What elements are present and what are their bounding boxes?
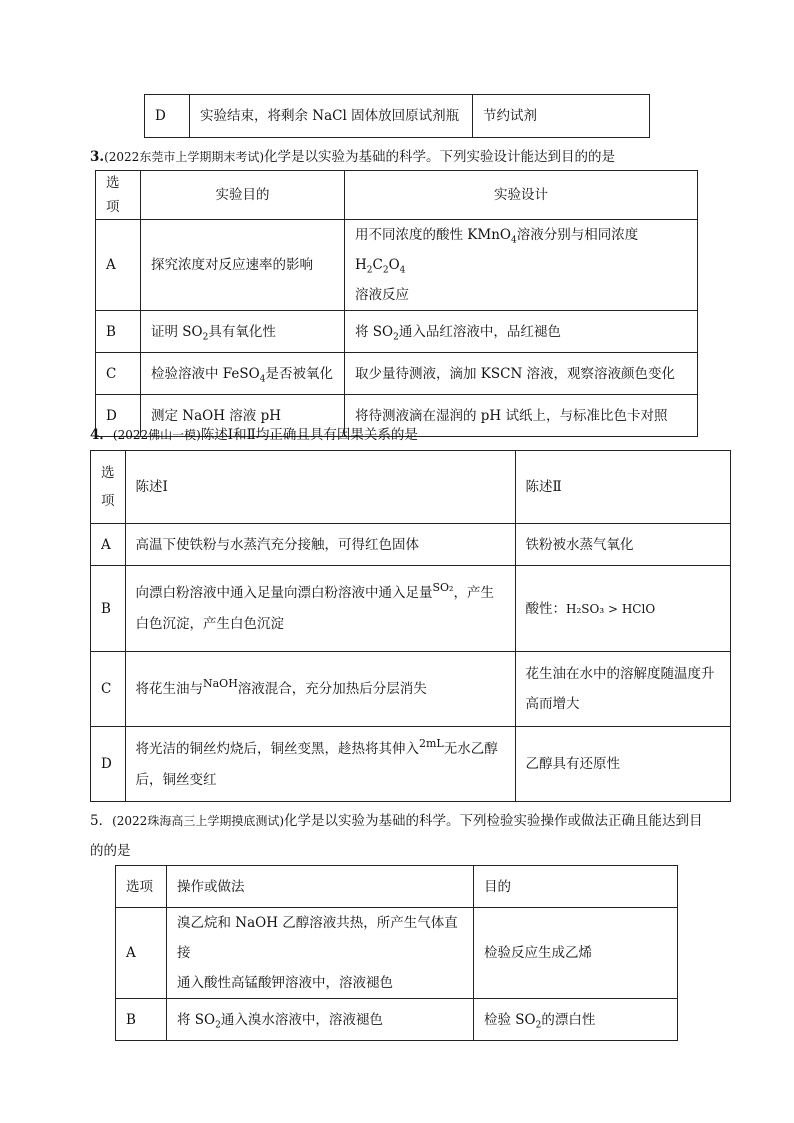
header-cell: 目的 — [474, 866, 678, 908]
statement-2-cell: 铁粉被水蒸气氧化 — [515, 524, 731, 566]
table-header-row — [116, 866, 678, 908]
option-cell: D — [91, 727, 126, 802]
option-cell: B — [91, 566, 126, 652]
statement-2-cell: 酸性：H₂SO₃ > HClO — [515, 566, 731, 652]
option-cell: C — [96, 353, 141, 395]
q5-table — [115, 865, 678, 1041]
header-cell: 陈述Ⅱ — [515, 451, 731, 524]
question-5-stem — [90, 806, 703, 866]
operation-cell: 实验结束，将剩余 NaCl 固体放回原试剂瓶 — [190, 95, 473, 138]
operation-cell: 溴乙烷和 NaOH 乙醇溶液共热，所产生气体直接 通入酸性高锰酸钾溶液中，溶液褪色 — [167, 908, 474, 999]
table-row — [96, 311, 698, 353]
table-row — [91, 652, 731, 727]
question-text-line2: 的的是 — [90, 843, 131, 859]
header-cell: 选 项 — [91, 451, 126, 524]
header-cell: 实验目的 — [141, 171, 345, 220]
option-cell: D — [96, 395, 141, 437]
option-cell: B — [96, 311, 141, 353]
table-row — [96, 220, 698, 311]
purpose-cell: 节约试剂 — [473, 95, 650, 138]
question-source: (2022珠海高三上学期摸底测试) — [112, 814, 284, 828]
statement-1-cell: 将花生油与$^{NaOH}$溶液混合，充分加热后分层消失 — [125, 652, 515, 727]
question-source: (2022佛山一模) — [112, 428, 201, 442]
table-header-row — [96, 171, 698, 220]
statement-1-cell: 高温下使铁粉与水蒸汽充分接触，可得红色固体 — [125, 524, 515, 566]
purpose-cell: 检验 $SO_2$的漂白性 — [474, 999, 678, 1041]
design-cell: 取少量待测液，滴加 KSCN 溶液，观察溶液颜色变化 — [345, 353, 698, 395]
table-row — [91, 524, 731, 566]
question-number: 5． — [90, 813, 113, 829]
option-cell: A — [116, 908, 167, 999]
design-cell: 将待测液滴在湿润的 pH 试纸上，与标准比色卡对照 — [345, 395, 698, 437]
option-cell: C — [91, 652, 126, 727]
header-cell: 操作或做法 — [167, 866, 474, 908]
table-row — [116, 999, 678, 1041]
table-row — [145, 95, 650, 138]
question-source: (2022东莞市上学期期末考试) — [104, 150, 264, 164]
question-3-stem — [90, 147, 615, 167]
table-row — [116, 908, 678, 999]
option-cell: B — [116, 999, 167, 1041]
design-cell: 用不同浓度的酸性 KMnO$_4$溶液分别与相同浓度 $H_2C_2O_4$ 溶液反应 — [345, 220, 698, 311]
question-4-stem — [90, 425, 418, 445]
header-cell: 陈述Ⅰ — [125, 451, 515, 524]
option-cell: A — [96, 220, 141, 311]
operation-cell: 将 $SO_2$通入溴水溶液中，溶液褪色 — [167, 999, 474, 1041]
design-cell: 将 $SO_2$通入品红溶液中，品红褪色 — [345, 311, 698, 353]
question-number: 3. — [90, 149, 105, 165]
question-text: 化学是以实验为基础的科学。下列检验实验操作或做法正确且能达到目 — [284, 813, 703, 829]
table-row — [91, 727, 731, 802]
goal-cell: 证明 $SO_2$具有氧化性 — [141, 311, 345, 353]
table-header-row — [91, 451, 731, 524]
purpose-cell: 检验反应生成乙烯 — [474, 908, 678, 999]
header-cell: 实验设计 — [345, 171, 698, 220]
q4-table — [90, 450, 731, 802]
goal-cell: 测定 NaOH 溶液 pH — [141, 395, 345, 437]
goal-cell: 检验溶液中 FeSO$_4$是否被氧化 — [141, 353, 345, 395]
option-cell: A — [91, 524, 126, 566]
question-text: 化学是以实验为基础的科学。下列实验设计能达到目的的是 — [264, 149, 615, 165]
statement-2-cell: 乙醇具有还原性 — [515, 727, 731, 802]
statement-1-cell: 向漂白粉溶液中通入足量向漂白粉溶液中通入足量$^{SO_2}$，产生 白色沉淀，产生白色沉淀 — [125, 566, 515, 652]
option-cell: D — [145, 95, 190, 138]
q2-table-tail — [144, 94, 650, 138]
table-row — [91, 566, 731, 652]
statement-1-cell: 将光洁的铜丝灼烧后，铜丝变黑，趁热将其伸入$^{2mL}$无水乙醇 后，铜丝变红 — [125, 727, 515, 802]
goal-cell: 探究浓度对反应速率的影响 — [141, 220, 345, 311]
table-row — [96, 353, 698, 395]
question-number: 4． — [90, 427, 113, 443]
header-cell: 选项 — [116, 866, 167, 908]
header-cell: 选项 — [96, 171, 141, 220]
statement-2-cell: 花生油在水中的溶解度随温度升 高而增大 — [515, 652, 731, 727]
q3-table — [95, 170, 698, 437]
question-text: 陈述Ⅰ和Ⅱ均正确且具有因果关系的是 — [200, 427, 418, 443]
